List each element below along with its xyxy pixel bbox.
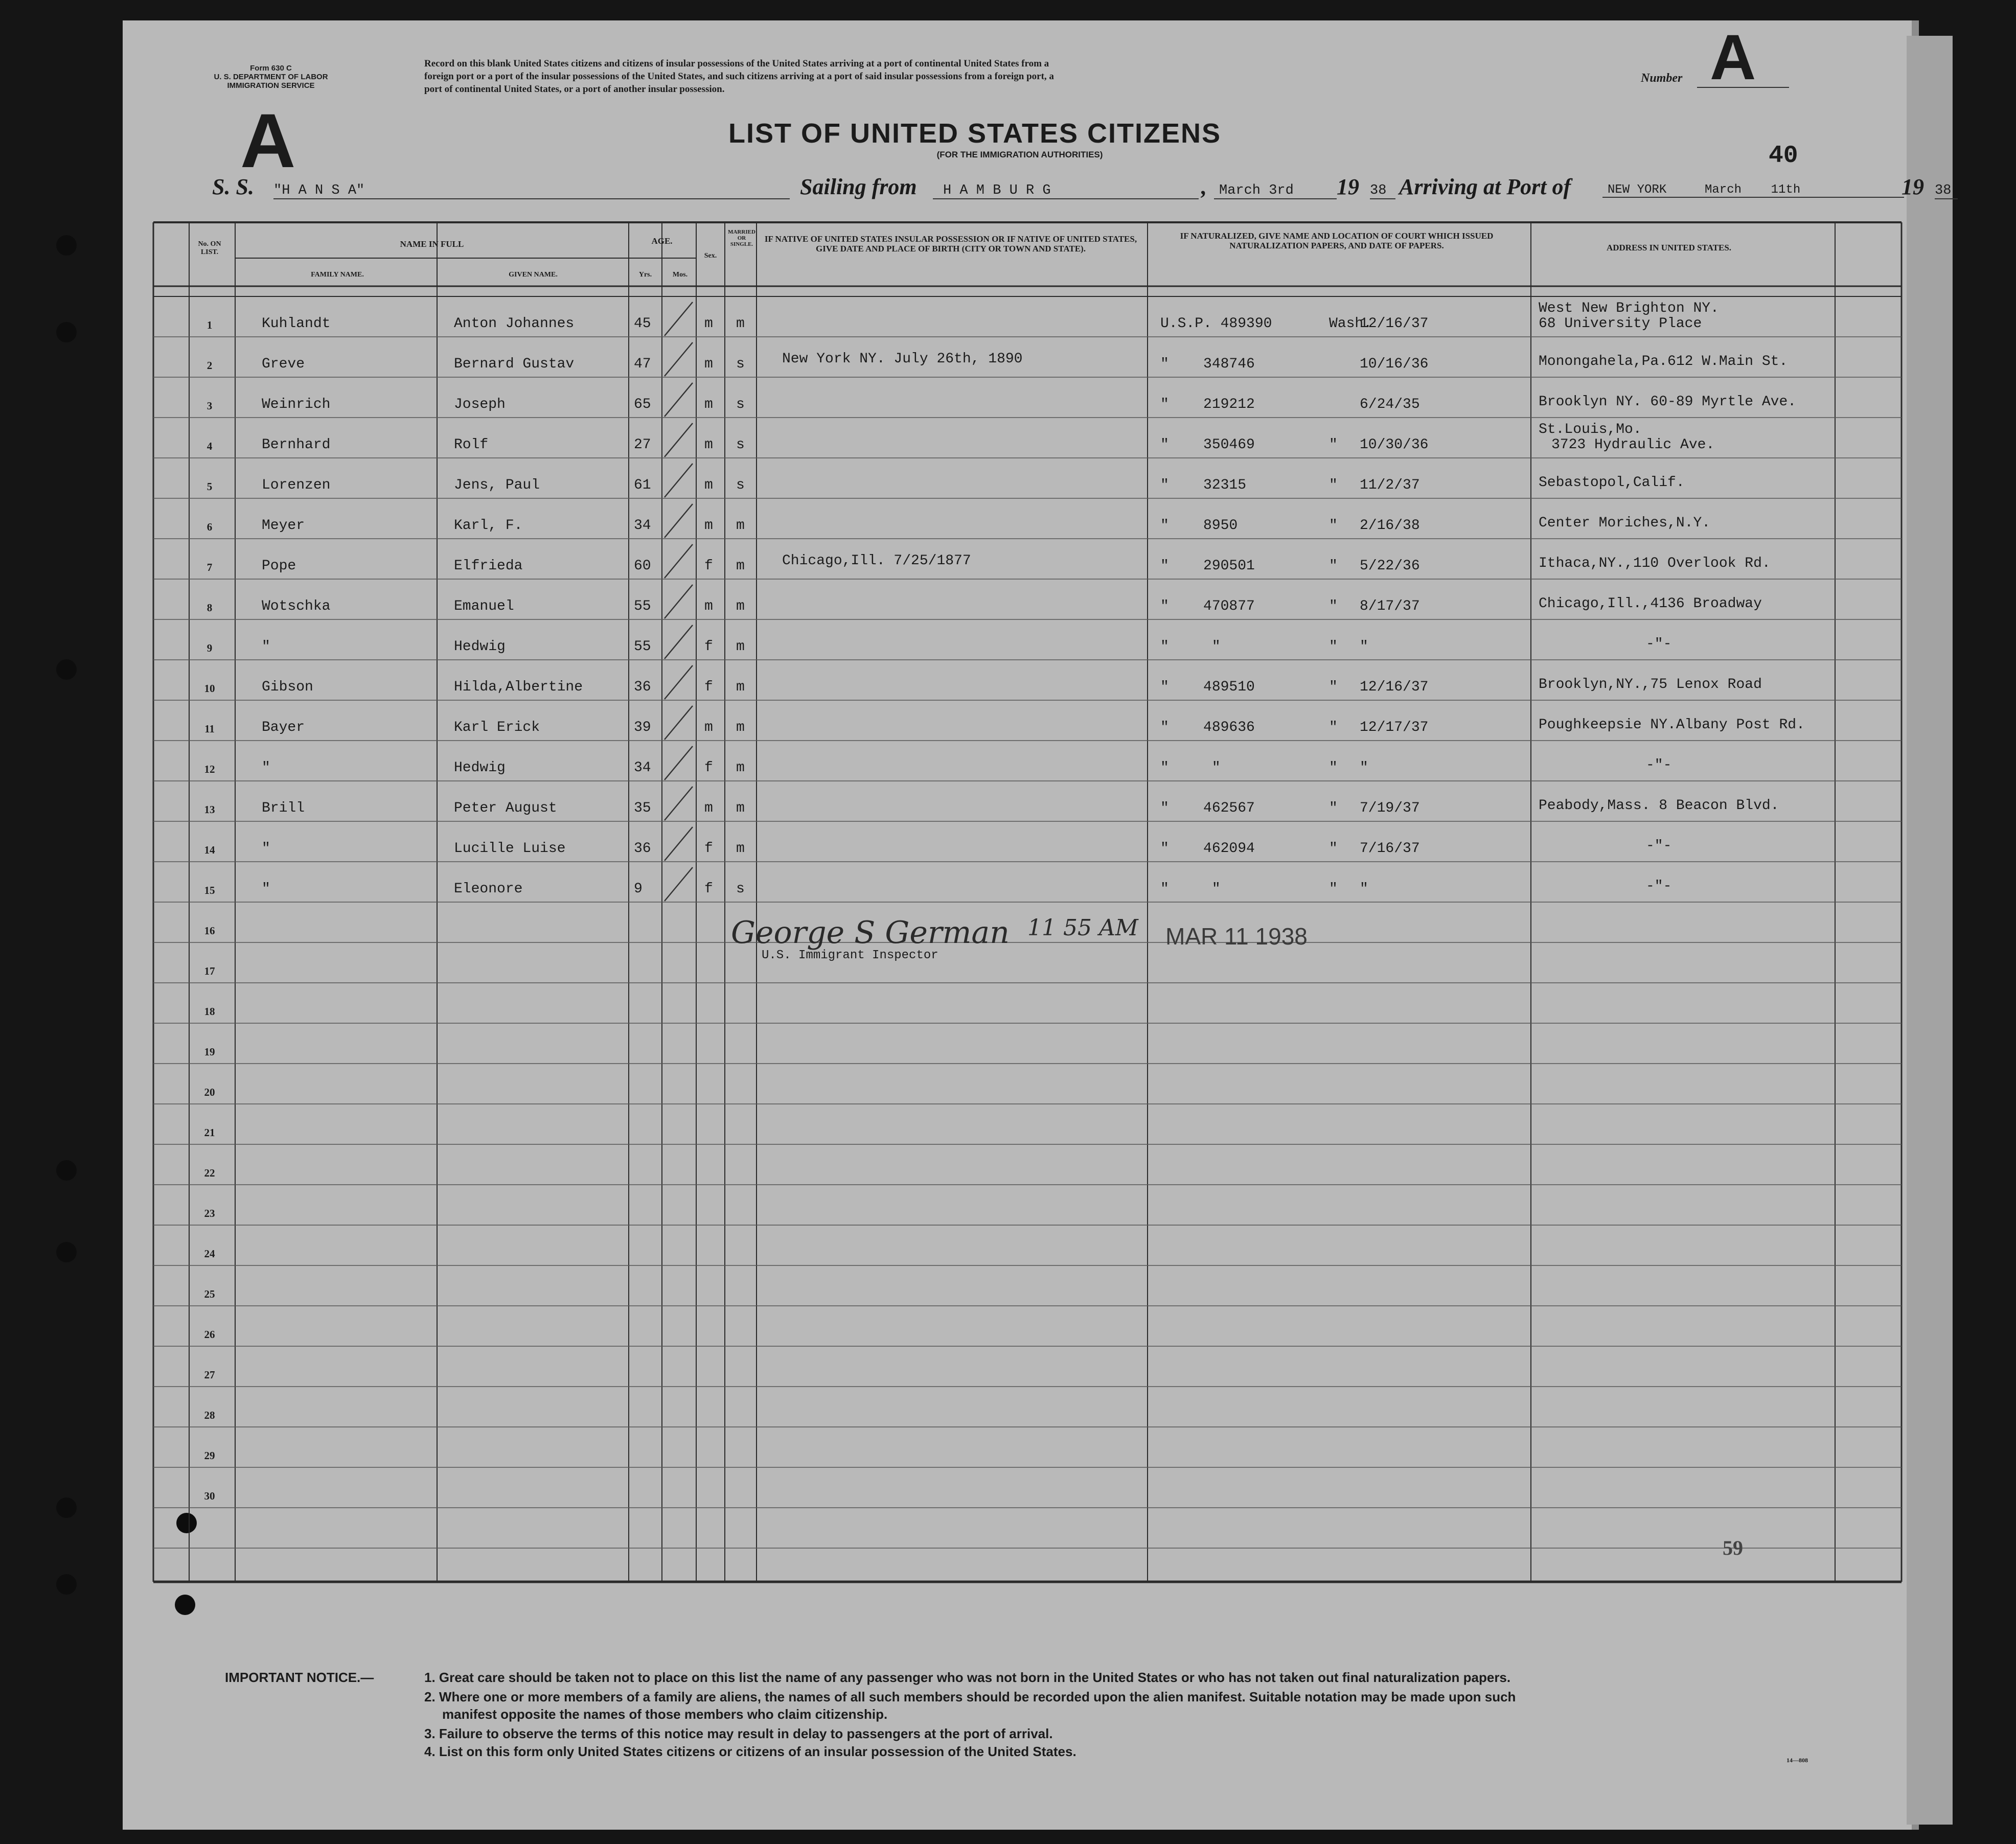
naturalization-number: " 489510 [1160, 679, 1255, 695]
page-title: LIST OF UNITED STATES CITIZENS [728, 118, 1221, 149]
address: Monongahela,Pa.612 W.Main St. [1539, 354, 1788, 370]
sex: f [704, 639, 713, 655]
naturalization-date: 5/22/36 [1360, 558, 1420, 574]
naturalization-number: " 350469 [1160, 437, 1255, 453]
sex: m [704, 316, 713, 332]
date-to: March 11th [1700, 183, 1904, 198]
notice-item: manifest opposite the names of those members who claim citizenship. [442, 1707, 888, 1722]
row-number: 24 [204, 1248, 215, 1260]
marital-status: m [736, 558, 745, 574]
age-years: 27 [634, 437, 651, 453]
marital-status: s [736, 881, 745, 897]
footer-code: 14—808 [1786, 1757, 1808, 1764]
arriving-label: Arriving at Port of [1399, 174, 1571, 199]
year-from: 38 [1370, 183, 1395, 199]
naturalization-date: 12/17/37 [1360, 720, 1429, 735]
age-years: 39 [634, 720, 651, 735]
header-given-name: GIVEN NAME. [509, 271, 558, 279]
ss-label: S. S. [212, 174, 254, 199]
age-months-tick [665, 464, 693, 497]
address-line2: 3723 Hydraulic Ave. [1551, 437, 1715, 453]
header-address: ADDRESS IN UNITED STATES. [1606, 243, 1732, 252]
age-years: 65 [634, 397, 651, 412]
record-line: port of continental United States, or a port of another insular possession. [424, 84, 725, 95]
row-number: 25 [204, 1288, 215, 1300]
row-number: 28 [204, 1409, 215, 1421]
given-name: Hedwig [454, 760, 506, 776]
header-mos: Mos. [672, 271, 688, 279]
given-name: Hedwig [454, 639, 506, 655]
date-stamp: MAR 11 1938 [1165, 923, 1308, 950]
naturalization-court: " [1329, 558, 1338, 574]
age-years: 45 [634, 316, 651, 332]
page-number: 59 [1723, 1536, 1743, 1559]
sheet-number: 40 [1769, 142, 1798, 170]
age-years: 47 [634, 356, 651, 372]
marital-status: m [736, 720, 745, 735]
year-prefix-arrival: 19 [1902, 174, 1924, 199]
address-line2: 68 University Place [1539, 316, 1702, 332]
marital-status: s [736, 477, 745, 493]
naturalization-number: " " [1160, 881, 1221, 897]
age-months-tick [665, 504, 693, 538]
given-name: Lucille Luise [454, 841, 566, 857]
row-number: 17 [204, 965, 215, 977]
year-prefix: 19 [1337, 174, 1359, 199]
naturalization-court: " [1329, 639, 1338, 655]
family-name: Meyer [262, 518, 305, 534]
sailing-label: Sailing from [800, 174, 917, 199]
address: Center Moriches,N.Y. [1539, 515, 1711, 531]
family-name: Pope [262, 558, 296, 574]
naturalization-number: U.S.P. 489390 [1160, 316, 1272, 332]
naturalization-date: 7/19/37 [1360, 800, 1420, 816]
record-line: foreign port or a port of the insular possessions of the United States, and such citizens arriving at a port of said insular possessions from a foreign port, a [424, 71, 1054, 82]
row-number: 19 [204, 1046, 215, 1058]
header-name-in-full: NAME IN FULL [400, 239, 464, 249]
age-months-tick [665, 423, 693, 457]
naturalization-court: " [1329, 598, 1338, 614]
sex: m [704, 598, 713, 614]
age-months-tick [665, 585, 693, 618]
row-number: 3 [207, 400, 213, 412]
row-number: 14 [204, 844, 215, 856]
year-to: 38 [1935, 183, 1958, 199]
naturalization-date: " [1360, 760, 1368, 776]
sex: m [704, 437, 713, 453]
department-name: U. S. DEPARTMENT OF LABOR [214, 73, 328, 81]
row-number: 30 [204, 1490, 215, 1502]
row-number: 5 [207, 480, 213, 493]
row-number: 20 [204, 1086, 215, 1098]
sex: m [704, 518, 713, 534]
sex: f [704, 679, 713, 695]
notice-item: 4. List on this form only United States citizens or citizens of an insular possession of the United States. [424, 1744, 1076, 1759]
row-number: 2 [207, 359, 213, 372]
family-name: Weinrich [262, 397, 331, 412]
record-line: Record on this blank United States citizens and citizens of insular possessions of the United States arriving at a port of continental United States from a [424, 58, 1049, 69]
naturalization-date: 12/16/37 [1360, 316, 1429, 332]
address: Brooklyn NY. 60-89 Myrtle Ave. [1539, 394, 1797, 410]
sex: f [704, 881, 713, 897]
family-name: " [262, 639, 270, 655]
address: West New Brighton NY. [1539, 301, 1719, 316]
row-number: 22 [204, 1167, 215, 1179]
given-name: Emanuel [454, 598, 514, 614]
naturalization-date: 8/17/37 [1360, 598, 1420, 614]
age-years: 60 [634, 558, 651, 574]
naturalization-court: " [1329, 800, 1338, 816]
notice-item: 1. Great care should be taken not to place on this list the name of any passenger who was not born in the United States or who has not taken out final naturalization papers. [424, 1670, 1511, 1685]
naturalization-number: " 462567 [1160, 800, 1255, 816]
header-no: No. ON LIST. [198, 240, 221, 256]
row-number: 21 [204, 1126, 215, 1139]
naturalization-number: " 8950 [1160, 518, 1238, 534]
naturalization-court: " [1329, 477, 1338, 493]
naturalization-court: " [1329, 841, 1338, 857]
given-name: Elfrieda [454, 558, 523, 574]
sex: f [704, 558, 713, 574]
naturalization-date: 10/16/36 [1360, 356, 1429, 372]
naturalization-date: 7/16/37 [1360, 841, 1420, 857]
header-yrs: Yrs. [638, 271, 652, 279]
age-months-tick [665, 787, 693, 820]
row-number: 18 [204, 1005, 215, 1018]
given-name: Bernard Gustav [454, 356, 575, 372]
marital-status: m [736, 841, 745, 857]
sex: f [704, 841, 713, 857]
naturalization-number: " 219212 [1160, 397, 1255, 412]
number-label: Number [1641, 72, 1683, 85]
row-number: 10 [204, 682, 215, 695]
naturalization-date: 10/30/36 [1360, 437, 1429, 453]
given-name: Joseph [454, 397, 506, 412]
marital-status: m [736, 800, 745, 816]
notice-item: 3. Failure to observe the terms of this notice may result in delay to passengers at the port of arrival. [424, 1726, 1053, 1741]
row-number: 26 [204, 1328, 215, 1341]
given-name: Eleonore [454, 881, 523, 897]
naturalization-number: " 462094 [1160, 841, 1255, 857]
age-months-tick [665, 544, 693, 578]
row-number: 12 [204, 763, 215, 775]
header-sex: Sex. [704, 252, 717, 260]
row-number: 13 [204, 803, 215, 816]
row-number: 9 [207, 642, 213, 654]
marital-status: m [736, 639, 745, 655]
address: Poughkeepsie NY.Albany Post Rd. [1539, 717, 1805, 733]
address: Ithaca,NY.,110 Overlook Rd. [1539, 556, 1771, 571]
given-name: Anton Johannes [454, 316, 575, 332]
address: St.Louis,Mo. [1539, 422, 1642, 437]
family-name: Bernhard [262, 437, 331, 453]
marital-status: s [736, 397, 745, 412]
address: Sebastopol,Calif. [1539, 475, 1685, 491]
age-months-tick [665, 867, 693, 901]
naturalization-number: " " [1160, 760, 1221, 776]
sex: m [704, 720, 713, 735]
marital-status: s [736, 437, 745, 453]
age-months-tick [665, 625, 693, 659]
service-name: IMMIGRATION SERVICE [227, 81, 315, 90]
inspection-time: 11 55 AM [1027, 915, 1138, 941]
header-native: IF NATIVE OF UNITED STATES INSULAR POSSESSION OR IF NATIVE OF UNITED STATES, GIVE DATE AND PLACE OF BIRTH (CITY OR TOWN AND STATE). [764, 234, 1137, 253]
age-months-tick [665, 665, 693, 699]
naturalization-number: " 470877 [1160, 598, 1255, 614]
row-number: 29 [204, 1449, 215, 1462]
naturalization-court: " [1329, 760, 1338, 776]
family-name: Kuhlandt [262, 316, 331, 332]
sex: m [704, 397, 713, 412]
naturalization-number: " 348746 [1160, 356, 1255, 372]
row-number: 16 [204, 925, 215, 937]
port-to: NEW YORK [1602, 183, 1700, 198]
naturalization-date: 6/24/35 [1360, 397, 1420, 412]
naturalization-court: " [1329, 881, 1338, 897]
age-years: 55 [634, 598, 651, 614]
port-from: H A M B U R G [933, 183, 1199, 199]
naturalization-number: " 489636 [1160, 720, 1255, 735]
row-number: 11 [204, 723, 215, 735]
number-value: A [1710, 22, 1756, 93]
address: -"- [1646, 757, 1672, 773]
sex: m [704, 800, 713, 816]
marital-status: m [736, 518, 745, 534]
naturalization-number: " 32315 [1160, 477, 1247, 493]
age-months-tick [665, 342, 693, 376]
given-name: Rolf [454, 437, 489, 453]
age-years: 36 [634, 841, 651, 857]
age-years: 9 [634, 881, 643, 897]
given-name: Jens, Paul [454, 477, 540, 493]
family-name: Lorenzen [262, 477, 331, 493]
sex: m [704, 356, 713, 372]
row-number: 7 [207, 561, 213, 573]
sex: m [704, 477, 713, 493]
birth-info: New York NY. July 26th, 1890 [782, 351, 1023, 367]
naturalization-court: Wash. [1329, 316, 1372, 332]
row-number: 23 [204, 1207, 215, 1219]
age-months-tick [665, 746, 693, 780]
marital-status: m [736, 760, 745, 776]
age-years: 55 [634, 639, 651, 655]
age-months-tick [665, 383, 693, 417]
row-number: 4 [207, 440, 213, 452]
birth-info: Chicago,Ill. 7/25/1877 [782, 553, 971, 569]
naturalization-date: 12/16/37 [1360, 679, 1429, 695]
form-letter: A [240, 98, 296, 183]
naturalization-court: " [1329, 437, 1338, 453]
header-naturalized: IF NATURALIZED, GIVE NAME AND LOCATION OF COURT WHICH ISSUED NATURALIZATION PAPERS, AND DATE OF PAPERS. [1180, 231, 1494, 250]
comma: , [1201, 174, 1207, 199]
address: Brooklyn,NY.,75 Lenox Road [1539, 677, 1762, 693]
family-name: " [262, 841, 270, 857]
given-name: Peter August [454, 800, 557, 816]
family-name: Bayer [262, 720, 305, 735]
marital-status: m [736, 598, 745, 614]
age-years: 34 [634, 760, 651, 776]
naturalization-date: " [1360, 881, 1368, 897]
marital-status: m [736, 679, 745, 695]
date-from: March 3rd [1214, 183, 1337, 199]
marital-status: m [736, 316, 745, 332]
row-number: 6 [207, 521, 213, 533]
age-months-tick [665, 302, 693, 336]
naturalization-court: " [1329, 679, 1338, 695]
address: Peabody,Mass. 8 Beacon Blvd. [1539, 798, 1779, 814]
page-subtitle: (FOR THE IMMIGRATION AUTHORITIES) [936, 150, 1103, 159]
age-years: 35 [634, 800, 651, 816]
given-name: Karl Erick [454, 720, 540, 735]
naturalization-date: " [1360, 639, 1368, 655]
age-years: 36 [634, 679, 651, 695]
address: -"- [1646, 838, 1672, 854]
naturalization-date: 2/16/38 [1360, 518, 1420, 534]
family-name: Gibson [262, 679, 313, 695]
family-name: Wotschka [262, 598, 331, 614]
naturalization-court: " [1329, 518, 1338, 534]
header-age: AGE. [651, 236, 673, 246]
age-years: 34 [634, 518, 651, 534]
age-months-tick [665, 827, 693, 861]
naturalization-number: " " [1160, 639, 1221, 655]
naturalization-number: " 290501 [1160, 558, 1255, 574]
address: -"- [1646, 879, 1672, 894]
family-name: " [262, 760, 270, 776]
inspector-signature: George S German [731, 915, 1010, 951]
row-number: 15 [204, 884, 215, 896]
form-number: Form 630 C [250, 64, 292, 73]
header-family-name: FAMILY NAME. [311, 271, 364, 279]
naturalization-court: " [1329, 720, 1338, 735]
header-married: MARRIED OR SINGLE. [728, 229, 755, 247]
notice-heading: IMPORTANT NOTICE.— [225, 1670, 374, 1685]
inspector-title: U.S. Immigrant Inspector [762, 949, 938, 962]
marital-status: s [736, 356, 745, 372]
notice-item: 2. Where one or more members of a family are aliens, the names of all such members should be recorded upon the alien manifest. Suitable notation may be made upon such [424, 1689, 1516, 1704]
ship-name: "H A N S A" [273, 183, 790, 199]
row-number: 8 [207, 602, 213, 614]
given-name: Hilda,Albertine [454, 679, 583, 695]
address: -"- [1646, 636, 1672, 652]
given-name: Karl, F. [454, 518, 523, 534]
naturalization-date: 11/2/37 [1360, 477, 1420, 493]
age-years: 61 [634, 477, 651, 493]
family-name: Brill [262, 800, 305, 816]
row-number: 27 [204, 1369, 215, 1381]
address: Chicago,Ill.,4136 Broadway [1539, 596, 1762, 612]
family-name: " [262, 881, 270, 897]
age-months-tick [665, 706, 693, 740]
row-number: 1 [207, 319, 213, 331]
sex: f [704, 760, 713, 776]
family-name: Greve [262, 356, 305, 372]
